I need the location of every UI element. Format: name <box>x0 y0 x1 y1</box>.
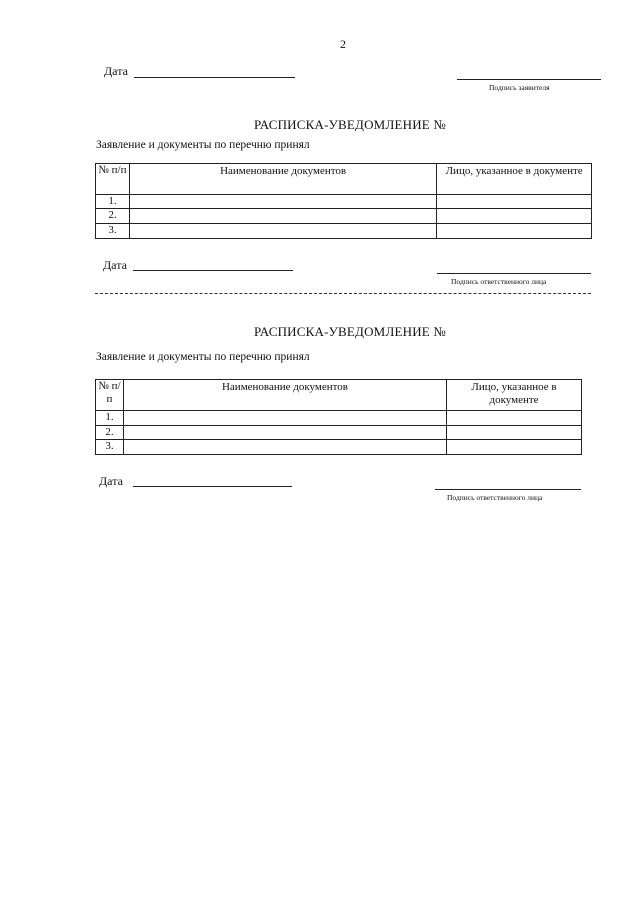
table-row <box>96 411 582 426</box>
page-number: 2 <box>340 37 346 51</box>
documents-table <box>95 163 592 239</box>
person-cell[interactable] <box>437 209 592 224</box>
date-label: Дата <box>104 64 128 78</box>
table-row <box>96 195 592 209</box>
row-number: 2. <box>96 426 124 440</box>
table-header-row <box>96 164 592 195</box>
row-number: 3. <box>96 440 124 455</box>
signature-field-line[interactable] <box>437 273 591 274</box>
column-header-name: Наименование документов <box>124 380 447 411</box>
table-row <box>96 224 592 239</box>
row-number: 3. <box>96 224 130 239</box>
table-row <box>96 440 582 455</box>
document-name-cell[interactable] <box>129 209 436 224</box>
receipt-title: РАСПИСКА-УВЕДОМЛЕНИЕ № <box>254 117 446 132</box>
date-label: Дата <box>103 258 127 272</box>
person-cell[interactable] <box>437 195 592 209</box>
document-name-cell[interactable] <box>124 426 447 440</box>
row-number: 2. <box>96 209 130 224</box>
signature-field-line[interactable] <box>457 79 601 80</box>
cut-line <box>95 293 591 294</box>
row-number: 1. <box>96 411 124 426</box>
date-label: Дата <box>99 474 123 488</box>
receipt-subtitle: Заявление и документы по перечню принял <box>96 351 310 363</box>
document-name-cell[interactable] <box>129 195 436 209</box>
documents-table <box>95 379 582 455</box>
signature-caption: Подпись ответственного лица <box>451 277 547 286</box>
receipt-title: РАСПИСКА-УВЕДОМЛЕНИЕ № <box>254 324 446 339</box>
table-row <box>96 426 582 440</box>
column-header-num: № п/п <box>96 380 124 411</box>
row-number: 1. <box>96 195 130 209</box>
person-cell[interactable] <box>447 440 582 455</box>
document-name-cell[interactable] <box>124 440 447 455</box>
table-row <box>96 209 592 224</box>
date-field-line[interactable] <box>133 486 292 487</box>
column-header-num: № п/п <box>96 164 130 195</box>
signature-caption: Подпись заявителя <box>489 83 550 92</box>
column-header-name: Наименование документов <box>129 164 436 195</box>
person-cell[interactable] <box>437 224 592 239</box>
person-cell[interactable] <box>447 411 582 426</box>
column-header-person: Лицо, указанное в документе <box>437 164 592 195</box>
signature-caption: Подпись ответственного лица <box>447 493 543 502</box>
receipt-subtitle: Заявление и документы по перечню принял <box>96 139 310 151</box>
document-name-cell[interactable] <box>129 224 436 239</box>
table-header-row <box>96 380 582 411</box>
person-cell[interactable] <box>447 426 582 440</box>
date-field-line[interactable] <box>133 270 293 271</box>
date-field-line[interactable] <box>134 77 295 78</box>
column-header-person: Лицо, указанное в документе <box>447 380 582 411</box>
document-name-cell[interactable] <box>124 411 447 426</box>
signature-field-line[interactable] <box>435 489 581 490</box>
